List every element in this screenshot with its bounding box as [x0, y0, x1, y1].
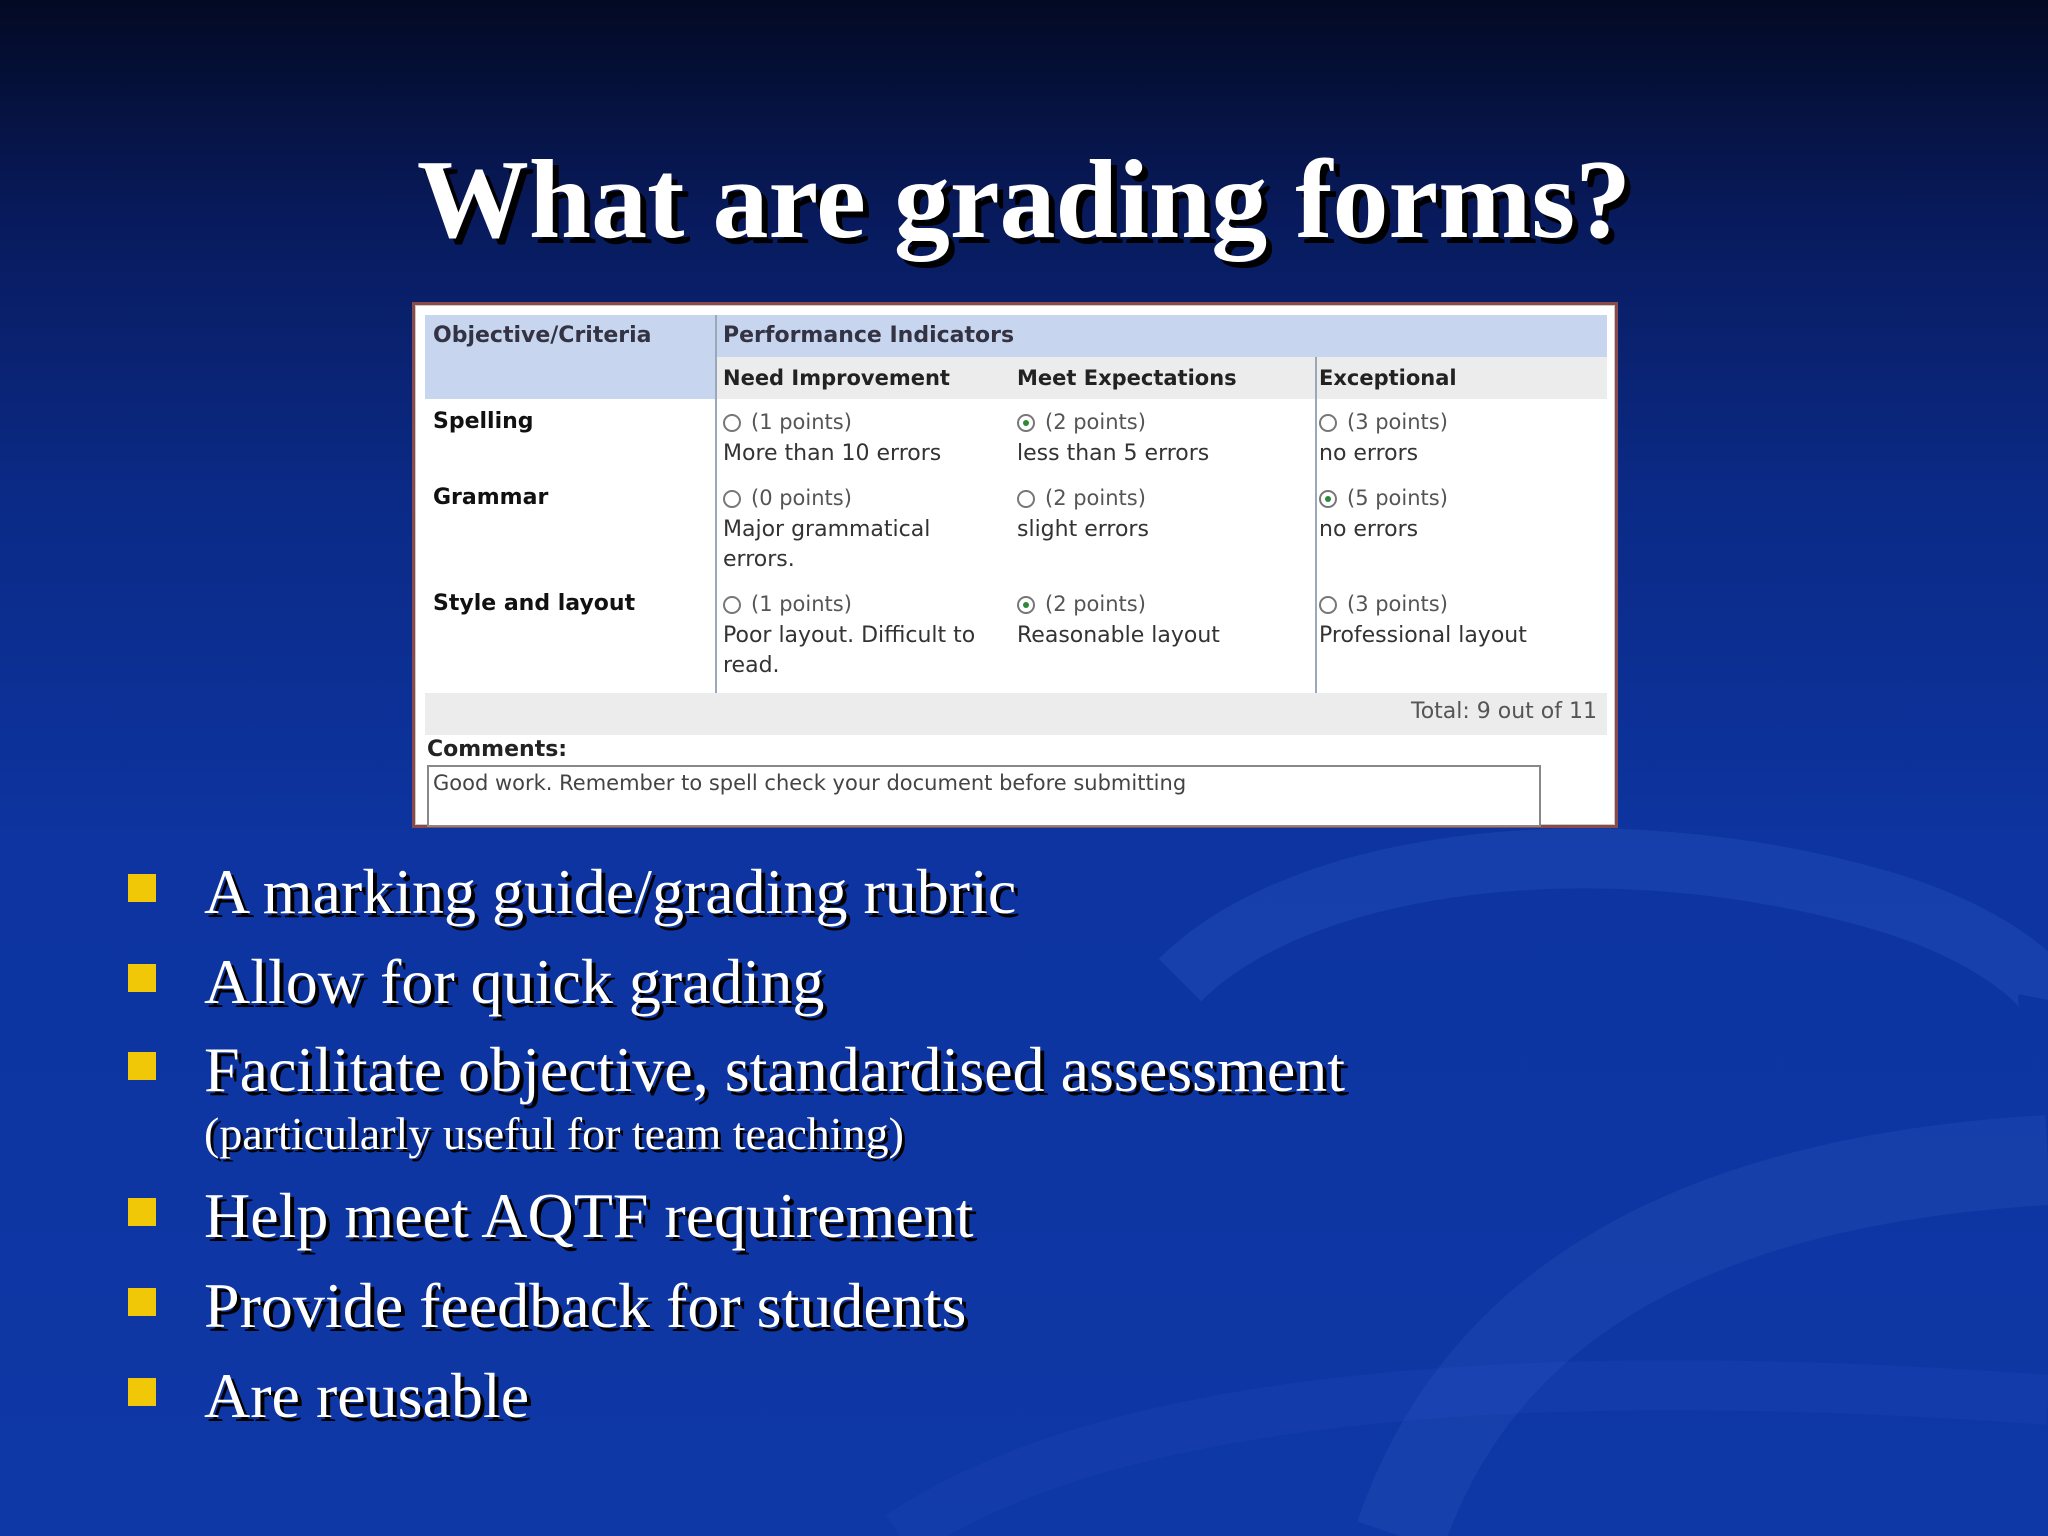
bullet-text: Facilitate objective, standardised assessment: [204, 1034, 1345, 1105]
option-points: (0 points): [751, 486, 852, 510]
bullet-square-icon: [128, 1052, 156, 1080]
bullet-square-icon: [128, 1198, 156, 1226]
level-header-need-improvement: Need Improvement: [723, 366, 950, 390]
option-description: less than 5 errors: [1017, 441, 1210, 466]
bullet-text: Provide feedback for students: [204, 1270, 967, 1341]
option-points: (5 points): [1347, 486, 1448, 510]
option-points: (2 points): [1045, 486, 1146, 510]
indicators-header: Performance Indicators: [723, 323, 1015, 348]
option-description: no errors: [1319, 517, 1419, 542]
option-points: (2 points): [1045, 410, 1146, 434]
bullet-square-icon: [128, 964, 156, 992]
bullet-square-icon: [128, 1288, 156, 1316]
option-description: Poor layout. Difficult to read.: [723, 623, 976, 678]
criterion-style-and-layout: Style and layout: [433, 591, 636, 616]
level-header-meet-expectations: Meet Expectations: [1017, 366, 1237, 390]
bullet-text: Allow for quick grading: [204, 946, 825, 1017]
bullet-square-icon: [128, 1378, 156, 1406]
bullet-subtext: (particularly useful for team teaching): [204, 1108, 904, 1159]
option-description: slight errors: [1017, 517, 1149, 542]
bullet-square-icon: [128, 874, 156, 902]
option-points: (1 points): [751, 592, 852, 616]
option-points: (2 points): [1045, 592, 1146, 616]
option-description: More than 10 errors: [723, 441, 942, 466]
option-description: Reasonable layout: [1017, 623, 1220, 648]
bullet-text: A marking guide/grading rubric: [204, 856, 1017, 927]
option-points: (3 points): [1347, 410, 1448, 434]
slide-title: What are grading forms?: [416, 138, 1632, 262]
option-description: Professional layout: [1319, 623, 1527, 648]
option-description: no errors: [1319, 441, 1419, 466]
total-score: Total: 9 out of 11: [1411, 699, 1597, 724]
option-points: (1 points): [751, 410, 852, 434]
criterion-spelling: Spelling: [433, 409, 534, 434]
bullet-text: Are reusable: [204, 1360, 530, 1431]
option-description: Major grammatical errors.: [723, 517, 931, 572]
comments-label: Comments:: [427, 737, 568, 762]
level-header-exceptional: Exceptional: [1319, 366, 1457, 390]
option-points: (3 points): [1347, 592, 1448, 616]
criteria-header: Objective/Criteria: [433, 323, 652, 348]
comments-field[interactable]: Good work. Remember to spell check your document before submitting: [427, 765, 1541, 827]
criterion-grammar: Grammar: [433, 485, 549, 510]
bullet-text: Help meet AQTF requirement: [204, 1180, 974, 1251]
